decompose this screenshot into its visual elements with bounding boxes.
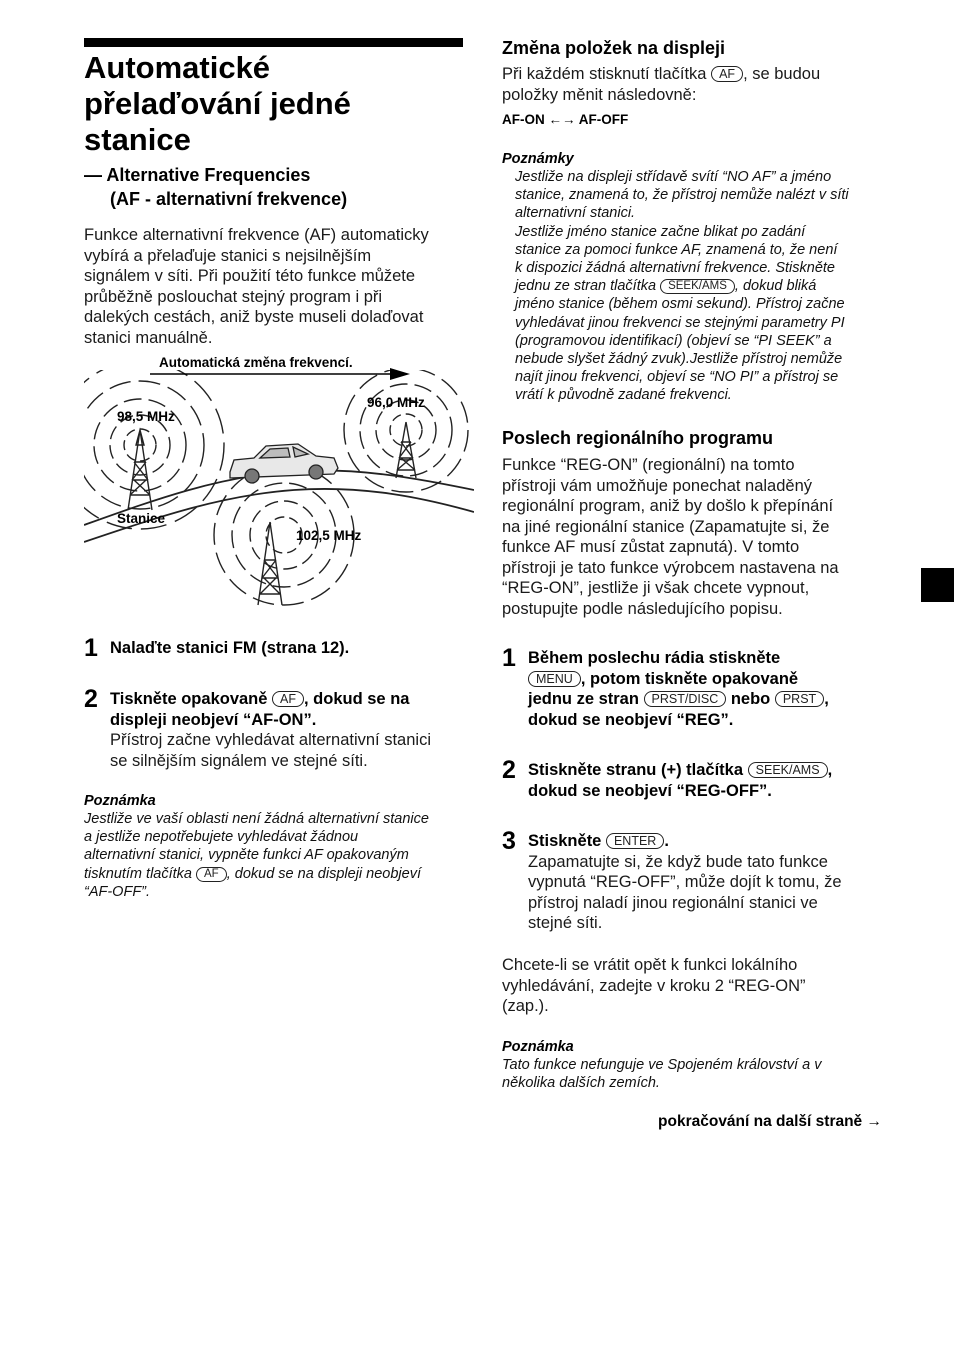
prst-disc-button: PRST/DISC — [644, 691, 727, 707]
continue-note — [658, 1113, 882, 1131]
text-line: vyhledávání, zadejte v kroku 2 “REG-ON” — [502, 976, 806, 995]
text-line: Funkce alternativní frekvence (AF) automaticky — [84, 226, 429, 244]
cycle-arrow-icon: ←→ — [548, 112, 576, 127]
note-line: vyhledávat jinou frekvenci se stejnými parametry PI — [515, 314, 845, 331]
note-line: “AF-OFF”. — [84, 883, 151, 900]
step-text: . — [664, 832, 669, 850]
step-desc: stejné síti. — [528, 914, 603, 932]
text-line: (zap.). — [502, 997, 549, 1015]
prst-button: PRST — [775, 691, 824, 707]
left-note — [84, 792, 474, 901]
cycle-state: AF-ON — [502, 112, 545, 127]
subtitle-line: — Alternative Frequencies — [84, 165, 311, 185]
step-text: , — [824, 690, 829, 708]
tower-right-icon — [396, 422, 416, 478]
text-line: přístroji je tato funkce výrobcem nastavena na — [502, 558, 839, 577]
title-line: stanice — [84, 122, 191, 157]
note-line: několika dalších zemích. — [502, 1075, 660, 1092]
note-line: nebude slyšet žádný zvuk).Jestliže přístroj nemůže — [515, 351, 843, 368]
step-text: , — [827, 761, 833, 779]
af-button: AF — [711, 66, 743, 82]
step-number: 1 — [502, 644, 516, 672]
note-line: alternativní stanici, vypněte funkci AF opakovaným — [84, 847, 409, 864]
note-line: tisknutím tlačítka — [84, 865, 192, 882]
section-title: Změna položek na displeji — [502, 38, 726, 58]
signal-rings-left — [84, 361, 224, 529]
step-text: , potom tiskněte opakovaně — [580, 669, 799, 688]
text-line: na jiné regionální stanice (Zapamatujte si, že — [502, 517, 830, 536]
note-line: a jestliže nepotřebujete vyhledávat žádnou — [84, 829, 359, 846]
text-line: průběžně poslouchat stejný program i při — [84, 287, 383, 306]
step-text: displeji neobjeví “AF-ON”. — [110, 710, 317, 729]
af-button: AF — [272, 691, 304, 707]
note-line: k dispozici žádná alternativní frekvence. Stiskněte — [515, 260, 835, 277]
note-line: jednu ze stran tlačítka — [515, 278, 657, 295]
text-line: vybírá a přelaďuje stanici s nejsilnějším — [84, 246, 372, 265]
step-text: Během poslechu rádia stiskněte — [528, 649, 781, 667]
text-line: Chcete-li se vrátit opět k funkci lokálního — [502, 956, 798, 974]
note-title: Poznámka — [84, 793, 156, 809]
return-local-paragraph — [502, 955, 902, 1017]
note-line: , dokud bliká — [734, 278, 817, 295]
text-line: Funkce “REG-ON” (regionální) na tomto — [502, 456, 795, 474]
text-line: stanici manuálně. — [84, 328, 213, 347]
text-line: “REG-ON”, jestliže ji však chcete vypnout, — [502, 579, 810, 597]
text-line: , se budou — [743, 65, 821, 83]
station-label: Stanice — [117, 511, 166, 526]
text-line: přístroji vám umožňuje ponechat naladěný — [502, 476, 813, 495]
step-text: Stiskněte — [528, 832, 602, 850]
text-line: funkce AF musí zůstat zapnutá). V tomto — [502, 538, 800, 556]
title-rule — [84, 38, 463, 47]
enter-button: ENTER — [606, 833, 664, 849]
title-line: přelaďování jedné — [84, 86, 351, 121]
af-button: AF — [196, 867, 227, 882]
continue-text: pokračování na další straně — [658, 1113, 863, 1130]
note-line: , dokud se na displeji neobjeví — [226, 865, 421, 882]
note-line: najít jinou frekvenci, objeví se “NO PI” a přístroj se — [515, 369, 839, 386]
freq-label-right: 96,0 MHz — [367, 395, 425, 410]
step-text: Stiskněte stranu (+) tlačítka — [528, 761, 744, 779]
step-number: 3 — [502, 827, 516, 855]
step-text: , dokud se na — [304, 690, 410, 708]
section-title: Poslech regionálního programu — [502, 428, 774, 448]
seek-ams-button: SEEK/AMS — [660, 279, 735, 294]
display-notes — [502, 150, 902, 405]
signal-rings-right — [344, 368, 468, 492]
step-number: 1 — [84, 634, 98, 662]
step-text: Nalaďte stanici FM (strana 12). — [110, 639, 350, 657]
step-desc: se silnějším signálem ve stejné síti. — [110, 751, 368, 770]
note-line: stanice, znamená to, že přístroj nemůže nalézt v síti — [515, 187, 849, 204]
note-title: Poznámky — [502, 151, 574, 167]
text-line: signálem v síti. Při použití této funkce můžete — [84, 267, 416, 285]
step-text: Tiskněte opakovaně — [110, 690, 268, 708]
text-line: postupujte podle následujícího popisu. — [502, 599, 783, 618]
regional-section — [502, 427, 902, 619]
step-desc: Přístroj začne vyhledávat alternativní stanici — [110, 731, 431, 749]
note-line: Jestliže ve vaší oblasti není žádná alternativní stanice — [84, 811, 429, 827]
freq-label-bottom: 102,5 MHz — [296, 528, 362, 543]
road — [84, 470, 474, 542]
tower-bottom-icon — [258, 522, 282, 605]
cycle-state: AF-OFF — [578, 112, 629, 127]
arrow-right-icon: → — [866, 1113, 882, 1130]
step-number: 2 — [84, 685, 98, 713]
section-tab-marker — [921, 568, 954, 602]
note-line: Tato funkce nefunguje ve Spojeném království a v — [502, 1057, 822, 1073]
display-section — [502, 37, 902, 127]
step-text: nebo — [730, 690, 771, 708]
text-line: Při každém stisknutí tlačítka — [502, 65, 707, 83]
note-line: Jestliže na displeji střídavě svítí “NO AF” a jméno — [515, 169, 832, 185]
freq-label-left: 98,5 MHz — [117, 409, 175, 424]
step-text: dokud se neobjeví “REG-OFF”. — [528, 781, 772, 800]
text-line: regionální program, aniž by došlo k přepínání — [502, 497, 834, 515]
step-desc: Zapamatujte si, že když bude tato funkce — [528, 852, 828, 871]
car-icon — [230, 444, 338, 483]
step-text: dokud se neobjeví “REG”. — [528, 710, 734, 729]
text-line: dalekých cestách, aniž byste museli dolaďovat — [84, 308, 424, 326]
display-cycle — [502, 112, 902, 127]
note-line: (programovou identifikací) (objeví se “PI SEEK” a — [515, 332, 832, 349]
step-desc: vypnutá “REG-OFF”, může dojít k tomu, že — [528, 873, 842, 891]
step-number: 2 — [502, 756, 516, 784]
af-diagram — [84, 350, 474, 615]
tower-left-icon — [128, 430, 152, 510]
note-line: vrátí k původně zadané frekvenci. — [515, 387, 732, 404]
text-line: položky měnit následovně: — [502, 85, 697, 104]
note-line: Jestliže jméno stanice začne blikat po zadání — [515, 223, 806, 240]
page-title — [84, 50, 463, 158]
subtitle-line: (AF - alternativní frekvence) — [110, 189, 348, 209]
note-line: alternativní stanici. — [515, 205, 636, 222]
step-desc: přístroj naladí jinou regionální stanici ve — [528, 893, 818, 912]
seek-ams-button: SEEK/AMS — [748, 762, 828, 778]
arrow-label: Automatická změna frekvencí. — [159, 355, 353, 370]
right-note — [502, 1038, 902, 1092]
intro-paragraph — [84, 225, 469, 348]
note-line: jméno stanice (během osmi sekund). Přístroj začne — [515, 296, 845, 313]
title-line: Automatické — [84, 50, 271, 85]
step-text: jednu ze stran — [528, 690, 639, 708]
page-subtitle — [84, 163, 464, 211]
note-line: stanice za pomoci funkce AF, znamená to, že není — [515, 241, 838, 258]
note-title: Poznámka — [502, 1039, 574, 1055]
menu-button: MENU — [528, 671, 581, 687]
